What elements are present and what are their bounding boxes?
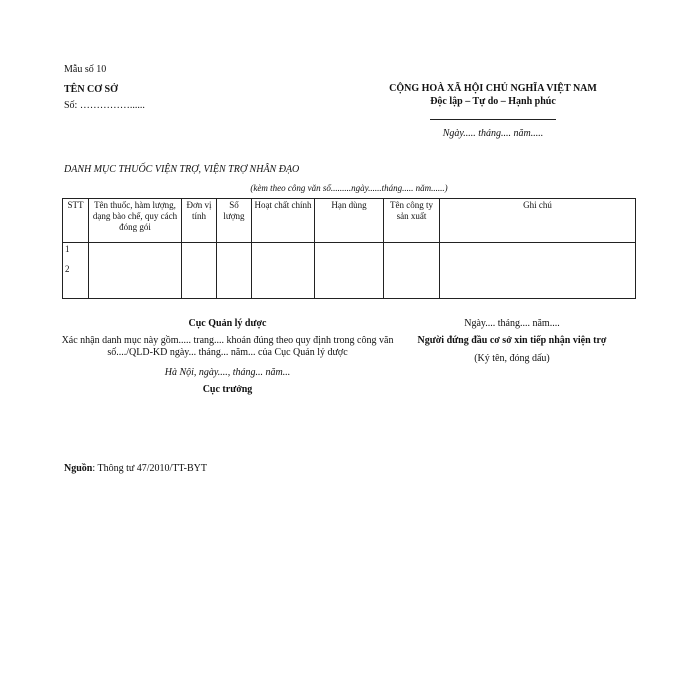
active-ingredient-cell — [252, 243, 315, 299]
column-header-expiry: Hạn dùng — [315, 199, 384, 243]
unit-cell — [182, 243, 217, 299]
national-title: CỘNG HOÀ XÃ HỘI CHỦ NGHĨA VIỆT NAM — [389, 83, 597, 94]
column-header-quantity: Số lượng — [217, 199, 252, 243]
source-label: Nguồn — [64, 463, 93, 474]
row-number: 1 — [65, 244, 70, 254]
column-header-active-ingredient: Hoạt chất chính — [252, 199, 315, 243]
form-number: Mẫu số 10 — [64, 64, 107, 75]
row-number: 2 — [65, 264, 70, 274]
table-row — [63, 243, 636, 299]
national-motto: Độc lập – Tự do – Hạnh phúc — [430, 96, 556, 107]
column-header-note: Ghi chú — [440, 199, 636, 243]
drug-name-cell — [89, 243, 182, 299]
source-text: : Thông tư 47/2010/TT-BYT — [92, 463, 207, 474]
recipient-heading: Người đứng đầu cơ sở xin tiếp nhận viện trợ — [417, 335, 607, 346]
source-line — [64, 463, 207, 475]
column-header-manufacturer: Tên công ty sản xuất — [384, 199, 440, 243]
agency-place-date: Hà Nội, ngày...., tháng... năm... — [164, 367, 291, 378]
document-number: Số: ……………...... — [64, 100, 145, 111]
note-cell — [440, 243, 636, 299]
column-header-unit: Đơn vị tính — [182, 199, 217, 243]
quantity-cell — [217, 243, 252, 299]
recipient-date-line: Ngày.... tháng.... năm.... — [464, 318, 560, 329]
organization-name: TÊN CƠ SỞ — [64, 84, 118, 95]
agency-signer-title: Cục trưởng — [202, 384, 253, 395]
expiry-cell — [315, 243, 384, 299]
agency-confirmation-text: Xác nhận danh mục này gồm..... trang.... khoản đúng theo quy định trong công văn số..../QLD-KD ngày... tháng... năm... của Cục Quản lý dược — [61, 335, 394, 358]
stt-cell — [63, 243, 89, 299]
motto-underline — [430, 119, 556, 120]
manufacturer-cell — [384, 243, 440, 299]
header-date-line: Ngày..... tháng.... năm..... — [442, 128, 544, 139]
agency-heading: Cục Quản lý dược — [188, 318, 267, 329]
drug-list-table — [62, 198, 636, 299]
column-header-stt: STT — [63, 199, 89, 243]
table-header-row — [63, 199, 636, 243]
column-header-drug-name: Tên thuốc, hàm lượng, dạng bào chế, quy cách đóng gói — [89, 199, 182, 243]
recipient-signature-note: (Ký tên, đóng dấu) — [474, 353, 550, 364]
list-title: DANH MỤC THUỐC VIỆN TRỢ, VIỆN TRỢ NHÂN ĐẠO — [64, 164, 300, 175]
list-subtitle: (kèm theo công văn số.........ngày......tháng..... năm......) — [250, 183, 448, 193]
